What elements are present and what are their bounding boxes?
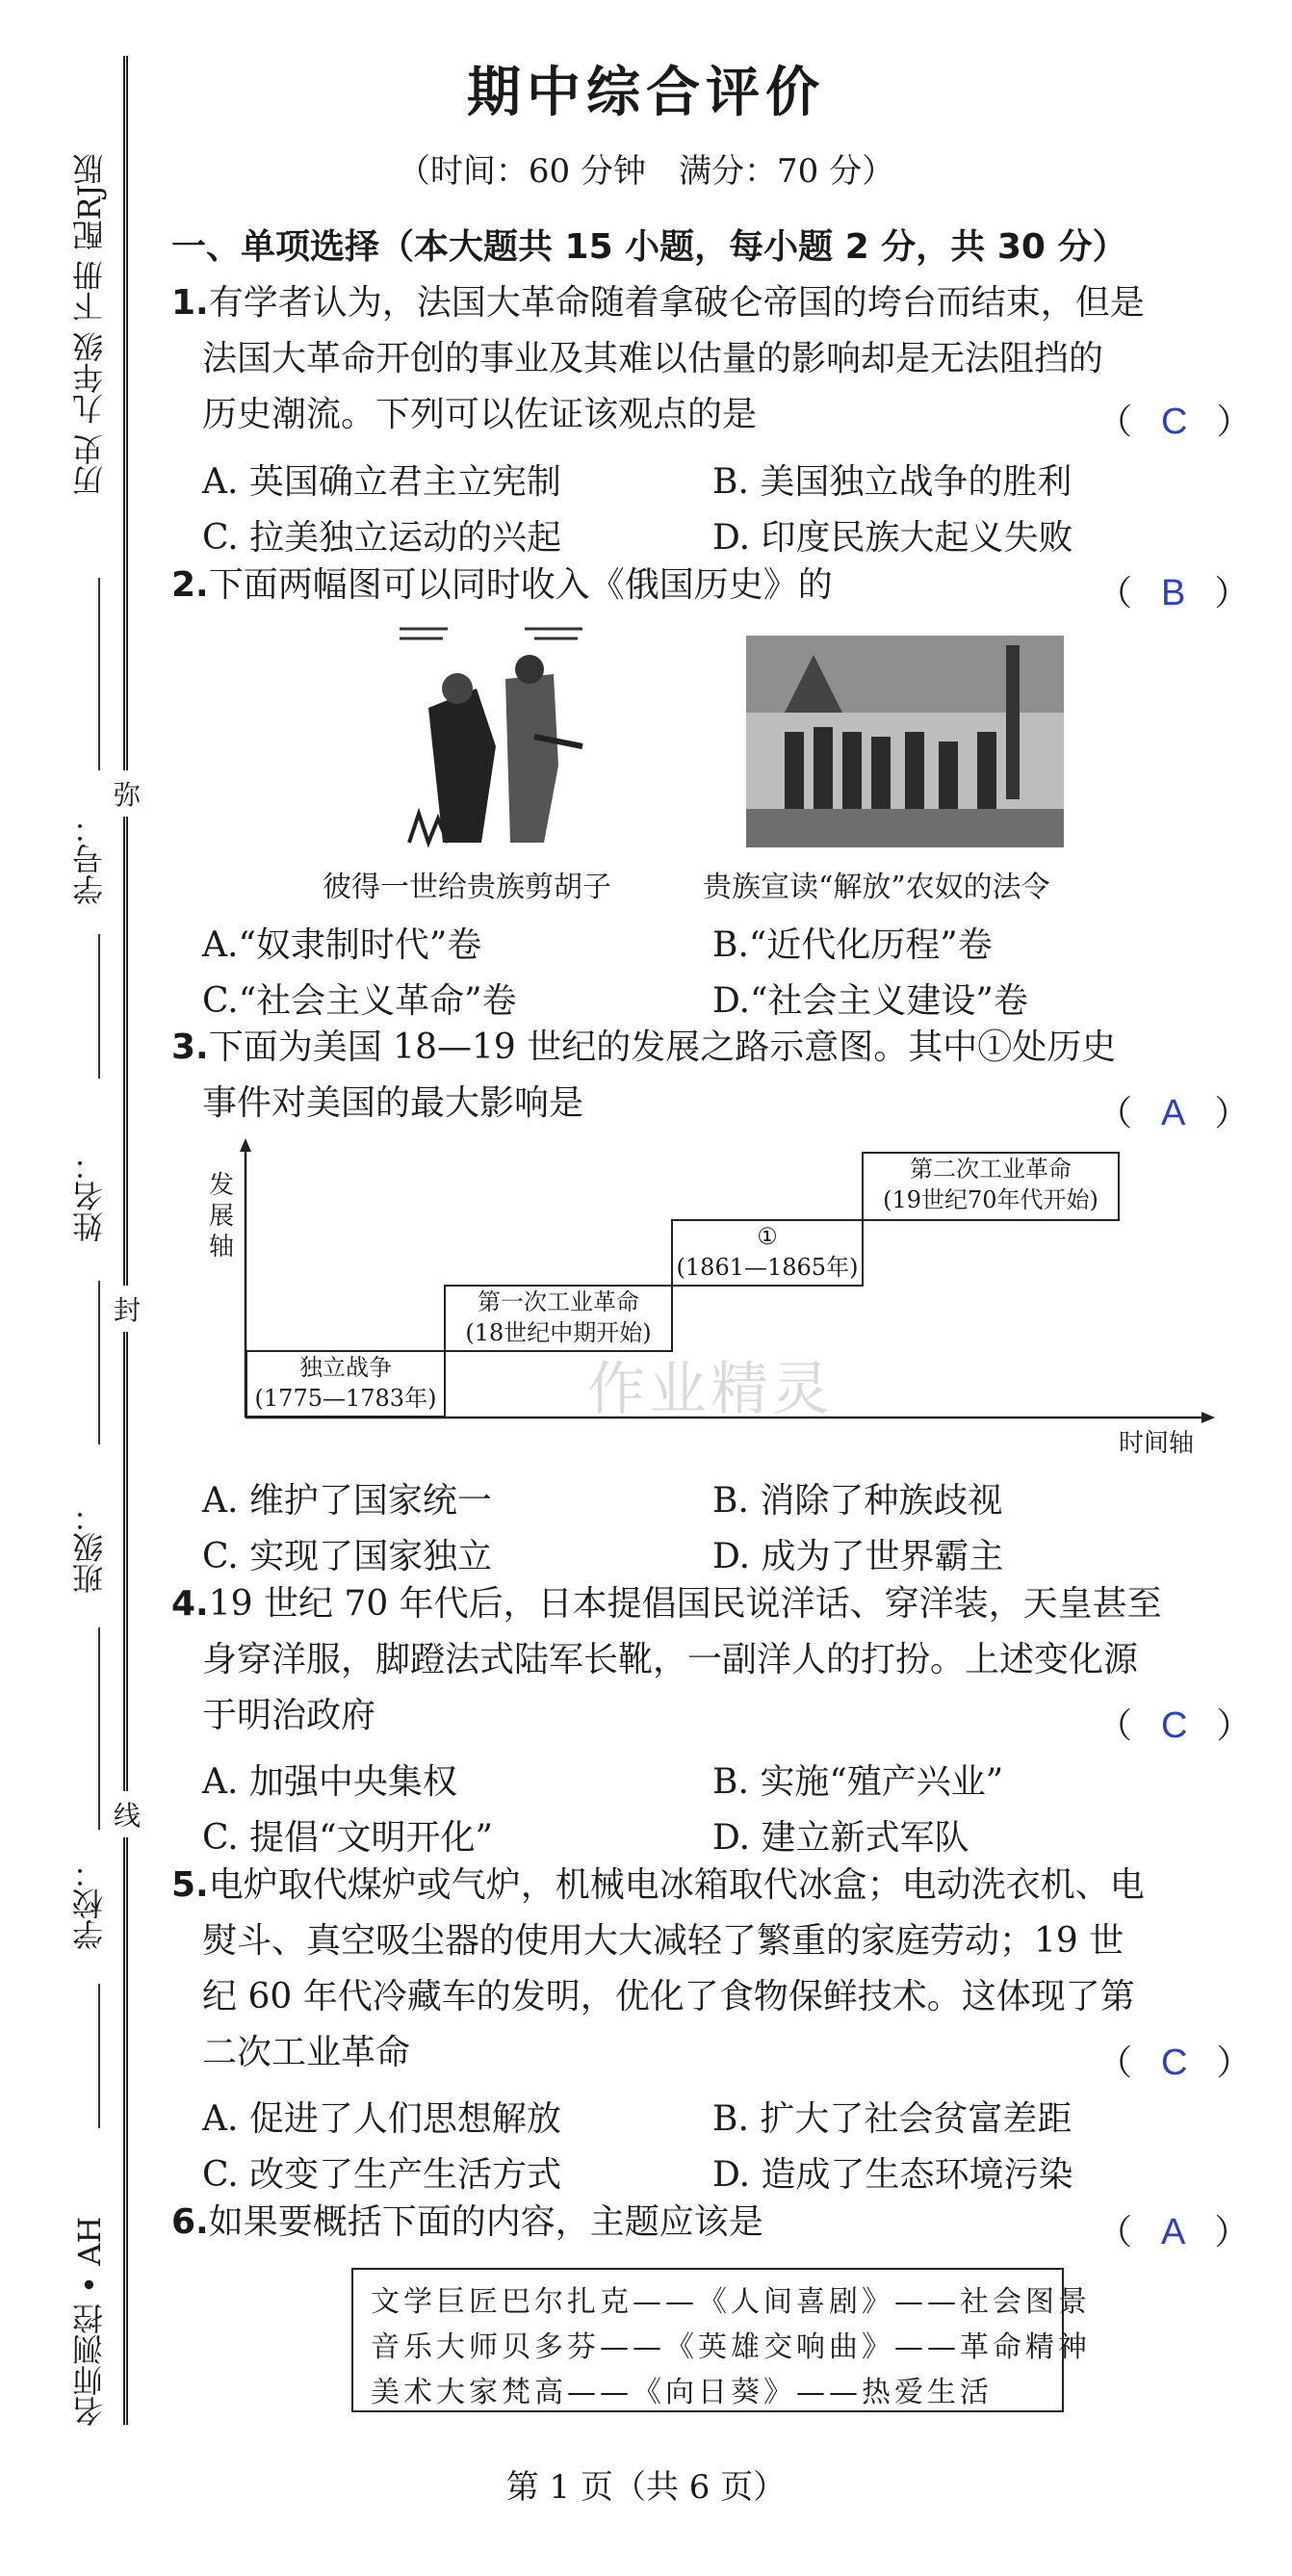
question-number: 4. — [171, 1584, 209, 1624]
image-caption: 贵族宣读“解放”农奴的法令 — [703, 871, 1050, 904]
field-line — [98, 1281, 100, 1444]
option-b: B. 美国独立战争的胜利 — [712, 462, 1072, 502]
answer-letter: C — [1161, 402, 1188, 442]
question-6-line: 6.如果要概括下面的内容，主题应该是 — [171, 2202, 763, 2242]
seal-mark: 线 — [114, 1791, 141, 1837]
option-d: D.“社会主义建设”卷 — [712, 981, 1028, 1021]
question-number: 2. — [171, 565, 209, 605]
image-caption: 彼得一世给贵族剪胡子 — [323, 871, 611, 904]
page-title: 期中综合评价 — [467, 62, 825, 124]
option-d: D. 成为了世界霸主 — [712, 1537, 1004, 1576]
brand-label: 名师测控 • AH — [71, 2216, 108, 2427]
question-5-line: 5.电炉取代煤炉或气炉，机械电冰箱取代冰盒；电动洗衣机、电 — [171, 1865, 1145, 1905]
question-5-line: 二次工业革命 — [202, 2033, 411, 2072]
answer-blank: （ C ） — [1098, 2043, 1252, 2083]
answer-blank: （ C ） — [1098, 402, 1252, 442]
field-class: 班级： — [71, 1501, 108, 1594]
field-name: 姓名： — [71, 1150, 108, 1242]
watermark: 作业精灵 — [587, 1356, 834, 1423]
option-a: A.“奴隶制时代”卷 — [202, 925, 482, 965]
question-1-line: 历史潮流。下列可以佐证该观点的是 — [202, 395, 758, 434]
question-4-line: 于明治政府 — [202, 1696, 376, 1735]
option-a: A. 加强中央集权 — [202, 1762, 457, 1802]
option-d: D. 造成了生态环境污染 — [712, 2155, 1073, 2195]
seal-mark: 弥 — [114, 770, 141, 817]
table-row: 音乐大师贝多芬——《英雄交响曲》——革命精神 — [371, 2330, 1091, 2364]
peter-beard-illustration — [390, 621, 592, 852]
series-label: 历史 九年级 下册 配RJ版 — [71, 153, 108, 496]
option-c: C. 拉美独立运动的兴起 — [202, 518, 562, 558]
field-line — [98, 578, 100, 770]
answer-letter: C — [1161, 2043, 1188, 2083]
table-row: 美术大家梵高——《向日葵》——热爱生活 — [371, 2376, 993, 2409]
step-independence-war: 独立战争 (1775—1783年) — [245, 1350, 446, 1418]
y-axis-label: 发展轴 — [208, 1171, 234, 1262]
option-a: A. 英国确立君主立宪制 — [202, 462, 561, 502]
field-student-number: 学号： — [71, 813, 108, 905]
option-b: B. 扩大了社会贫富差距 — [712, 2099, 1072, 2139]
field-line — [98, 1627, 100, 1830]
question-3-line: 事件对美国的最大影响是 — [202, 1083, 584, 1123]
question-5-line: 纪 60 年代冷藏车的发明，优化了食物保鲜技术。这体现了第 — [202, 1977, 1135, 2017]
answer-letter: A — [1161, 2212, 1186, 2252]
option-b: B. 实施“殖产兴业” — [712, 1762, 1004, 1802]
question-2-line: 2.下面两幅图可以同时收入《俄国历史》的 — [171, 565, 833, 605]
field-line — [98, 934, 100, 1079]
emancipation-decree-illustration — [746, 636, 1064, 847]
page-number: 第 1 页（共 6 页） — [505, 2468, 787, 2507]
step-first-industrial-revolution: 第一次工业革命 (18世纪中期开始) — [444, 1285, 673, 1352]
answer-blank: （ C ） — [1098, 1705, 1252, 1746]
option-b: B.“近代化历程”卷 — [712, 925, 993, 965]
binding-line — [123, 56, 128, 2425]
section-heading: 一、单项选择（本大题共 15 小题，每小题 2 分，共 30 分） — [171, 227, 1127, 267]
field-line — [98, 1984, 100, 2128]
answer-blank: （ A ） — [1098, 2212, 1250, 2252]
answer-letter: B — [1161, 573, 1186, 613]
step-second-industrial-revolution: 第二次工业革命 (19世纪70年代开始) — [862, 1152, 1120, 1221]
question-4-line: 身穿洋服，脚蹬法式陆军长靴，一副洋人的打扮。上述变化源 — [202, 1640, 1139, 1679]
option-d: D. 建立新式军队 — [712, 1818, 969, 1858]
question-number: 3. — [171, 1028, 209, 1067]
question-number: 1. — [171, 283, 209, 323]
x-axis-label: 时间轴 — [1119, 1429, 1195, 1458]
answer-blank: （ A ） — [1098, 1093, 1250, 1133]
option-c: C. 提倡“文明开化” — [202, 1818, 493, 1858]
field-school: 学校： — [71, 1858, 108, 1950]
step-event-1: ① (1861—1865年) — [671, 1219, 864, 1287]
question-number: 6. — [171, 2202, 209, 2242]
question-3-line: 3.下面为美国 18—19 世纪的发展之路示意图。其中①处历史 — [171, 1028, 1117, 1067]
question-number: 5. — [171, 1865, 209, 1905]
question-5-line: 熨斗、真空吸尘器的使用大大减轻了繁重的家庭劳动；19 世 — [202, 1921, 1124, 1961]
option-c: C. 改变了生产生活方式 — [202, 2155, 562, 2195]
question-1-line: 1.有学者认为，法国大革命随着拿破仑帝国的垮台而结束，但是 — [171, 283, 1145, 323]
option-c: C.“社会主义革命”卷 — [202, 981, 517, 1021]
seal-mark: 封 — [114, 1286, 141, 1332]
table-row: 文学巨匠巴尔扎克——《人间喜剧》——社会图景 — [371, 2285, 1091, 2319]
option-d: D. 印度民族大起义失败 — [712, 518, 1073, 558]
answer-letter: C — [1161, 1705, 1188, 1746]
answer-letter: A — [1161, 1093, 1186, 1133]
option-a: A. 促进了人们思想解放 — [202, 2099, 561, 2139]
answer-blank: （ B ） — [1098, 573, 1250, 613]
option-b: B. 消除了种族歧视 — [712, 1481, 1003, 1521]
question-1-line: 法国大革命开创的事业及其难以估量的影响却是无法阻挡的 — [202, 339, 1104, 378]
option-a: A. 维护了国家统一 — [202, 1481, 492, 1521]
exam-info: （时间：60 分钟 满分：70 分） — [397, 152, 895, 191]
option-c: C. 实现了国家独立 — [202, 1537, 493, 1576]
question-4-line: 4.19 世纪 70 年代后，日本提倡国民说洋话、穿洋装，天皇甚至 — [171, 1584, 1162, 1624]
works-table — [351, 2268, 1091, 2412]
